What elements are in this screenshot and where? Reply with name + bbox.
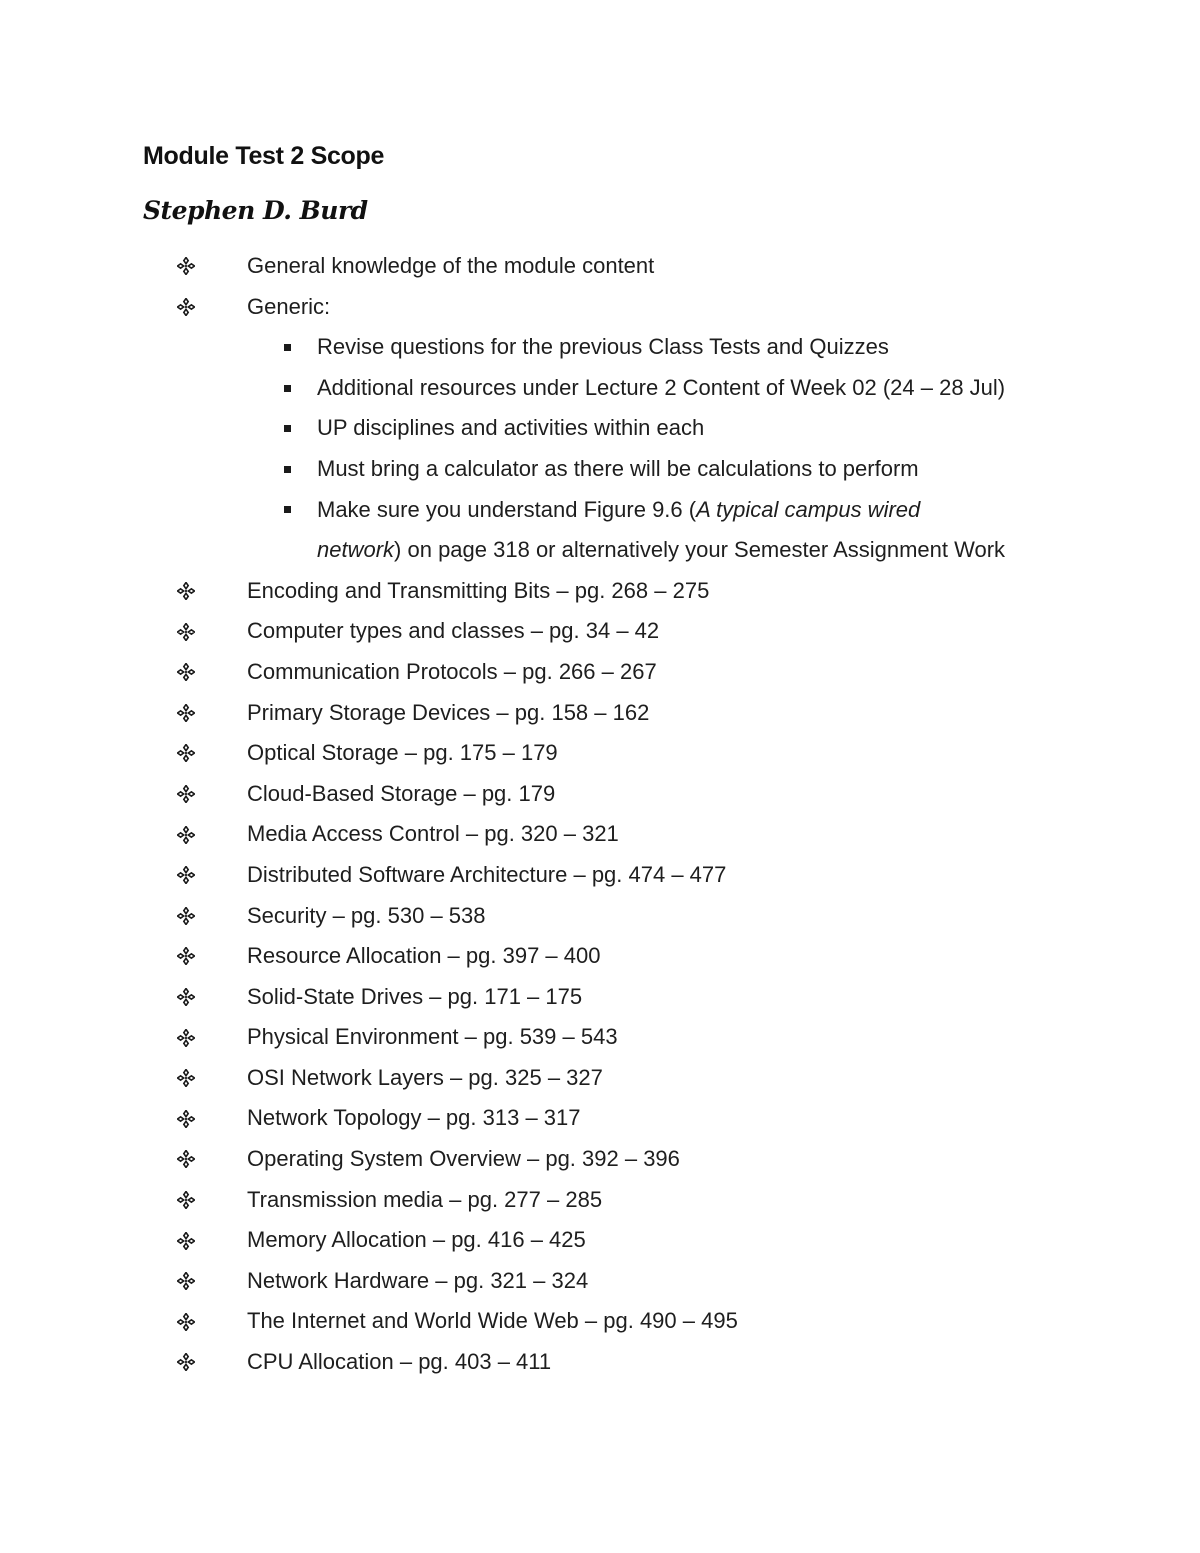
list-item — [0, 652, 1200, 693]
list-item-text: Generic: — [247, 293, 331, 319]
list-item — [0, 1058, 1200, 1099]
square-bullet-icon — [280, 368, 294, 409]
list-item-text: The Internet and World Wide Web – pg. 490 – 495 — [247, 1308, 738, 1334]
four-diamond-icon — [176, 936, 196, 977]
list-item — [0, 287, 1200, 328]
four-diamond-icon — [176, 1098, 196, 1139]
list-item — [0, 1220, 1200, 1261]
four-diamond-icon — [176, 1220, 196, 1261]
four-diamond-icon — [176, 611, 196, 652]
square-bullet-icon — [280, 449, 294, 490]
four-diamond-icon — [176, 571, 196, 612]
sub-list-item — [0, 449, 1200, 490]
list-item-text: Security – pg. 530 – 538 — [247, 902, 486, 928]
list-item — [0, 733, 1200, 774]
list-item-text: Optical Storage – pg. 175 – 179 — [247, 740, 558, 766]
list-item-text: Transmission media – pg. 277 – 285 — [247, 1186, 603, 1212]
four-diamond-icon — [176, 287, 196, 328]
list-item-text: Cloud-Based Storage – pg. 179 — [247, 780, 556, 806]
four-diamond-icon — [176, 1180, 196, 1221]
list-item-text: Encoding and Transmitting Bits – pg. 268 – 275 — [247, 577, 710, 603]
list-item-text: Media Access Control – pg. 320 – 321 — [247, 821, 619, 847]
list-item — [0, 977, 1200, 1018]
list-item-text: Distributed Software Architecture – pg. 474 – 477 — [247, 861, 727, 887]
four-diamond-icon — [176, 977, 196, 1018]
four-diamond-icon — [176, 733, 196, 774]
sub-list-item-text: Make sure you understand Figure 9.6 (A typical campus wired — [317, 496, 921, 522]
list-item-text: Network Topology – pg. 313 – 317 — [247, 1105, 581, 1131]
list-item-text: Solid-State Drives – pg. 171 – 175 — [247, 983, 583, 1009]
scope-list — [0, 246, 1200, 1383]
list-item-text: Primary Storage Devices – pg. 158 – 162 — [247, 699, 650, 725]
square-bullet-icon — [280, 490, 294, 531]
sub-list-item-figure — [0, 490, 1200, 531]
list-item-text: CPU Allocation – pg. 403 – 411 — [247, 1349, 552, 1375]
author-name: Stephen D. Burd — [143, 196, 368, 225]
list-item — [0, 774, 1200, 815]
sub-list-item — [0, 368, 1200, 409]
four-diamond-icon — [176, 652, 196, 693]
four-diamond-icon — [176, 1139, 196, 1180]
sub-list-item — [0, 327, 1200, 368]
list-item — [0, 1017, 1200, 1058]
list-item-text: Network Hardware – pg. 321 – 324 — [247, 1267, 589, 1293]
list-item — [0, 855, 1200, 896]
four-diamond-icon — [176, 855, 196, 896]
list-item-text: Operating System Overview – pg. 392 – 396 — [247, 1146, 680, 1172]
sub-list-item-text: Additional resources under Lecture 2 Content of Week 02 (24 – 28 Jul) — [317, 374, 1006, 400]
list-item — [0, 1301, 1200, 1342]
list-item — [0, 693, 1200, 734]
sub-list-item-continuation — [0, 530, 1200, 571]
sub-list-item-text: Revise questions for the previous Class Tests and Quizzes — [317, 334, 889, 360]
four-diamond-icon — [176, 1342, 196, 1383]
list-item-text: Resource Allocation – pg. 397 – 400 — [247, 943, 601, 969]
list-item-text: Physical Environment – pg. 539 – 543 — [247, 1024, 618, 1050]
list-item — [0, 1180, 1200, 1221]
list-item-text: Communication Protocols – pg. 266 – 267 — [247, 658, 657, 684]
four-diamond-icon — [176, 1058, 196, 1099]
four-diamond-icon — [176, 774, 196, 815]
list-item — [0, 936, 1200, 977]
four-diamond-icon — [176, 814, 196, 855]
four-diamond-icon — [176, 246, 196, 287]
four-diamond-icon — [176, 693, 196, 734]
four-diamond-icon — [176, 1261, 196, 1302]
square-bullet-icon — [280, 408, 294, 449]
list-item — [0, 1139, 1200, 1180]
list-item — [0, 1261, 1200, 1302]
square-bullet-icon — [280, 327, 294, 368]
page-title: Module Test 2 Scope — [143, 142, 385, 170]
list-item-text: Computer types and classes – pg. 34 – 42 — [247, 618, 660, 644]
list-item-text: OSI Network Layers – pg. 325 – 327 — [247, 1064, 603, 1090]
list-item — [0, 1098, 1200, 1139]
list-item — [0, 814, 1200, 855]
four-diamond-icon — [176, 1301, 196, 1342]
sub-list-item-text: network) on page 318 or alternatively your Semester Assignment Work — [317, 537, 1006, 563]
four-diamond-icon — [176, 896, 196, 937]
list-item-text: Memory Allocation – pg. 416 – 425 — [247, 1227, 586, 1253]
four-diamond-icon — [176, 1017, 196, 1058]
list-item-text: General knowledge of the module content — [247, 253, 655, 278]
list-item — [0, 896, 1200, 937]
list-item — [0, 246, 1200, 287]
list-item — [0, 611, 1200, 652]
sub-list-item-text: UP disciplines and activities within each — [317, 415, 705, 441]
list-item — [0, 571, 1200, 612]
sub-list-item-text: Must bring a calculator as there will be calculations to perform — [317, 455, 919, 481]
sub-list-item — [0, 408, 1200, 449]
list-item — [0, 1342, 1200, 1383]
